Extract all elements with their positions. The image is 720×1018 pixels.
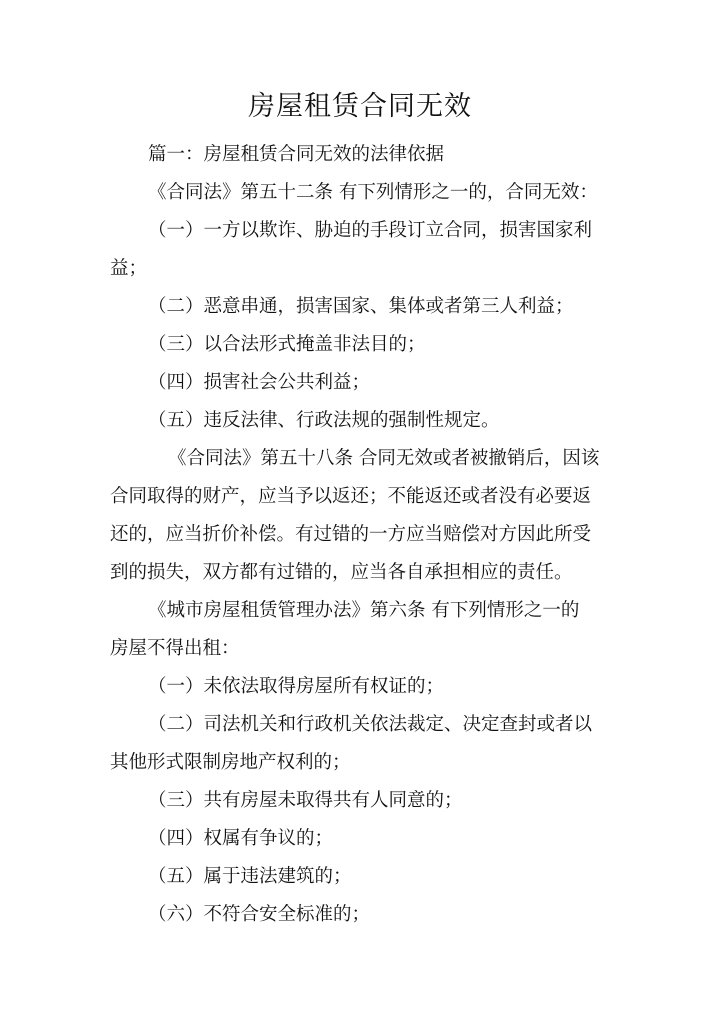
paragraph-line: 《合同法》第五十二条 有下列情形之一的，合同无效： (148, 182, 598, 203)
paragraph-line: （一）一方以欺诈、胁迫的手段订立合同，损害国家利 (148, 220, 593, 241)
paragraph-line: （四）权属有争议的； (148, 828, 334, 849)
paragraph-line: 《城市房屋租赁管理办法》第六条 有下列情形之一的 (148, 600, 580, 621)
paragraph-line: 房屋不得出租： (110, 638, 240, 659)
paragraph-line: （二）恶意串通，损害国家、集体或者第三人利益； (148, 296, 574, 317)
paragraph-line: （二）司法机关和行政机关依法裁定、决定查封或者以 (148, 714, 593, 735)
paragraph-line: 篇一：房屋租赁合同无效的法律依据 (148, 144, 445, 165)
paragraph-line: （六）不符合安全标准的； (148, 904, 371, 925)
paragraph-line: 合同取得的财产，应当予以返还；不能返还或者没有必要返 (110, 486, 592, 507)
paragraph-line: 益； (110, 258, 148, 279)
paragraph-line: （一）未依法取得房屋所有权证的； (148, 676, 445, 697)
paragraph-line: 其他形式限制房地产权利的； (110, 752, 351, 773)
paragraph-line: 还的，应当折价补偿。有过错的一方应当赔偿对方因此所受 (110, 524, 592, 545)
paragraph-line: （三）共有房屋未取得共有人同意的； (148, 790, 463, 811)
document-title: 房屋租赁合同无效 (248, 91, 472, 122)
paragraph-line: （五）违反法律、行政法规的强制性规定。 (148, 410, 500, 431)
paragraph-line: 《合同法》第五十八条 合同无效或者被撤销后，因该 (168, 448, 600, 469)
paragraph-line: 到的损失，双方都有过错的，应当各自承担相应的责任。 (110, 562, 573, 583)
paragraph-line: （五）属于违法建筑的； (148, 866, 352, 887)
paragraph-line: （四）损害社会公共利益； (148, 372, 371, 393)
paragraph-line: （三）以合法形式掩盖非法目的； (148, 334, 426, 355)
